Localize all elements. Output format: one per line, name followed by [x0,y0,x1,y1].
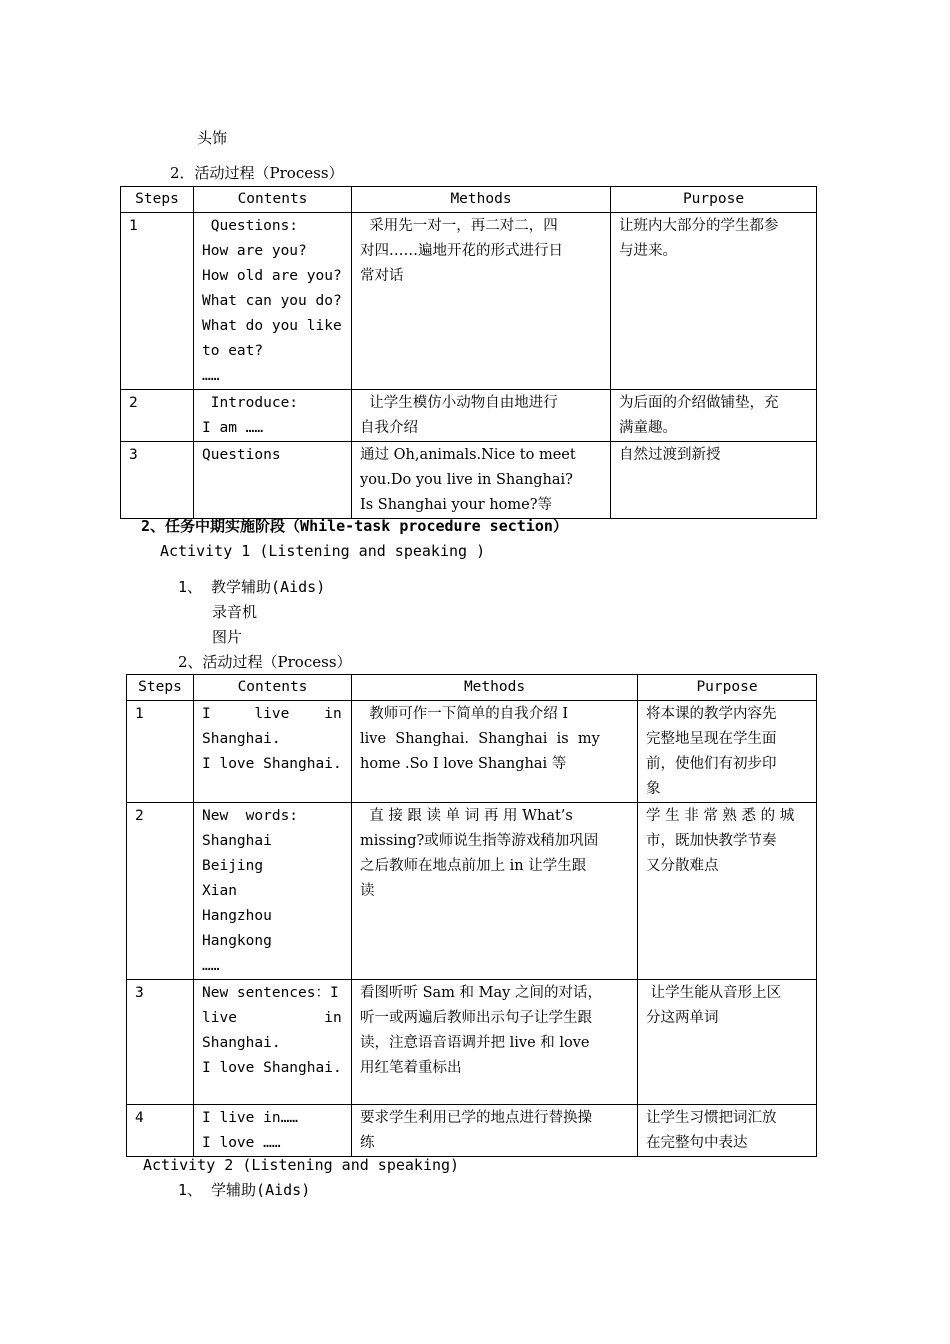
cell-contents [194,1105,352,1157]
contents-line: to eat? [202,343,264,359]
methods-line: missing?或师说生指等游戏稍加巩固 [360,833,599,849]
contents-line: Beijing [202,858,264,874]
cell-step [127,980,194,1105]
methods-line: 采用先一对一，再二对二，四 [360,218,558,234]
methods-line: 直 接 跟 读 单 词 再 用 What’s [360,808,573,824]
header-steps: Steps [127,675,194,701]
cell-purpose [638,803,817,980]
table-row [121,390,817,442]
cell-methods [352,803,638,980]
methods-line: 读 [360,883,375,899]
cell-step [121,390,194,442]
cell-contents [194,803,352,980]
activity-2-aids: 1、 学辅助(Aids) [178,1181,311,1199]
process-table-2 [126,674,817,1157]
purpose-line: 让学生能从音形上区 [646,985,782,1001]
process-heading-2: 2、活动过程（Process） [178,653,352,671]
activity-1-heading: Activity 1 (Listening and speaking ) [160,542,486,560]
cell-purpose [611,213,817,390]
table-row [127,1105,817,1157]
step-line: 1 [129,218,138,234]
activity-1-aids: 1、 教学辅助(Aids) [178,578,326,596]
cell-step [127,1105,194,1157]
cell-purpose [638,980,817,1105]
methods-line: 练 [360,1135,375,1151]
header-contents: Contents [194,675,352,701]
methods-line: 要求学生利用已学的地点进行替换操 [360,1110,592,1126]
contents-line: I love …… [202,1135,281,1151]
purpose-line: 将本课的教学内容先 [646,706,777,722]
top-item-text: 头饰 [197,129,228,147]
contents-line: How old are you? [202,268,342,284]
methods-line: 通过 Oh,animals.Nice to meet [360,447,576,463]
step-line: 2 [135,808,144,824]
cell-methods [352,701,638,803]
table-row [127,803,817,980]
table-row [127,980,817,1105]
purpose-line: 象 [646,781,661,797]
contents-line: I love Shanghai. [202,1060,342,1076]
contents-line: …… [202,368,220,384]
purpose-line: 与进来。 [619,243,677,259]
aid-item-pictures: 图片 [212,628,243,646]
purpose-line: 分这两单词 [646,1010,719,1026]
methods-line: 教师可作一下简单的自我介绍 I [360,706,569,722]
purpose-line: 满童趣。 [619,420,677,436]
cell-purpose [638,1105,817,1157]
contents-line: Questions: [202,218,299,234]
contents-line: live in [202,1010,342,1026]
methods-line: live Shanghai. Shanghai is my [360,731,600,747]
contents-line: Hangzhou [202,908,272,924]
cell-contents [194,442,352,519]
step-line: 1 [135,706,144,722]
cell-contents [194,213,352,390]
contents-line: I live in…… [202,1110,299,1126]
purpose-line: 前，使他们有初步印 [646,756,777,772]
methods-line: 让学生模仿小动物自由地进行 [360,395,558,411]
header-methods: Methods [352,187,611,213]
cell-step [121,442,194,519]
step-line: 3 [135,985,144,1001]
contents-line: Shanghai. [202,1035,281,1051]
cell-methods [352,213,611,390]
process-table-1 [120,186,817,519]
contents-line: Shanghai [202,833,272,849]
contents-line: New sentences：I [202,985,339,1001]
cell-step [127,803,194,980]
methods-line: 对四……遍地开花的形式进行日 [360,243,563,259]
contents-line: What do you like [202,318,342,334]
contents-line: New words: [202,808,299,824]
purpose-line: 又分散难点 [646,858,719,874]
purpose-line: 学 生 非 常 熟 悉 的 城 [646,808,795,824]
cell-purpose [638,701,817,803]
cell-contents [194,390,352,442]
purpose-line: 在完整句中表达 [646,1135,748,1151]
purpose-line: 为后面的介绍做铺垫，充 [619,395,779,411]
header-methods: Methods [352,675,638,701]
while-task-heading: 2、任务中期实施阶段（While-task procedure section） [141,517,568,535]
purpose-line: 完整地呈现在学生面 [646,731,777,747]
cell-contents [194,701,352,803]
methods-line: home .So I love Shanghai 等 [360,756,567,772]
activity-2-heading: Activity 2 (Listening and speaking) [143,1156,460,1174]
contents-line: I love Shanghai. [202,756,342,772]
purpose-line: 自然过渡到新授 [619,447,721,463]
cell-methods [352,390,611,442]
contents-line: What can you do? [202,293,342,309]
header-purpose: Purpose [638,675,817,701]
purpose-line: 让班内大部分的学生都参 [619,218,779,234]
contents-line: Xian [202,883,237,899]
cell-step [127,701,194,803]
cell-methods [352,980,638,1105]
step-line: 2 [129,395,138,411]
cell-methods [352,442,611,519]
table-row [121,442,817,519]
methods-line: 看图听听 Sam 和 May 之间的对话， [360,985,602,1001]
cell-purpose [611,390,817,442]
cell-methods [352,1105,638,1157]
methods-line: 之后教师在地点前加上 in 让学生跟 [360,858,587,874]
contents-line: I am …… [202,420,264,436]
header-contents: Contents [194,187,352,213]
process-heading-1: 2．活动过程（Process） [170,164,344,182]
aid-item-recorder: 录音机 [212,603,258,621]
header-steps: Steps [121,187,194,213]
methods-line: 读，注意语音语调并把 live 和 love [360,1035,590,1051]
table-row [121,213,817,390]
contents-line: Questions [202,447,281,463]
methods-line: 用红笔着重标出 [360,1060,462,1076]
methods-line: 常对话 [360,268,404,284]
purpose-line: 市，既加快教学节奏 [646,833,777,849]
table-row [127,701,817,803]
contents-line: Introduce: [202,395,299,411]
step-line: 3 [129,447,138,463]
header-purpose: Purpose [611,187,817,213]
methods-line: you.Do you live in Shanghai? [360,472,573,488]
contents-line: How are you? [202,243,307,259]
methods-line: 听一或两遍后教师出示句子让学生跟 [360,1010,592,1026]
contents-line: Shanghai. [202,731,281,747]
contents-line: I live in [202,706,342,722]
purpose-line: 让学生习惯把词汇放 [646,1110,777,1126]
step-line: 4 [135,1110,144,1126]
methods-line: 自我介绍 [360,420,418,436]
contents-line: …… [202,958,220,974]
methods-line: Is Shanghai your home?等 [360,497,553,513]
cell-purpose [611,442,817,519]
contents-line: Hangkong [202,933,272,949]
cell-contents [194,980,352,1105]
cell-step [121,213,194,390]
